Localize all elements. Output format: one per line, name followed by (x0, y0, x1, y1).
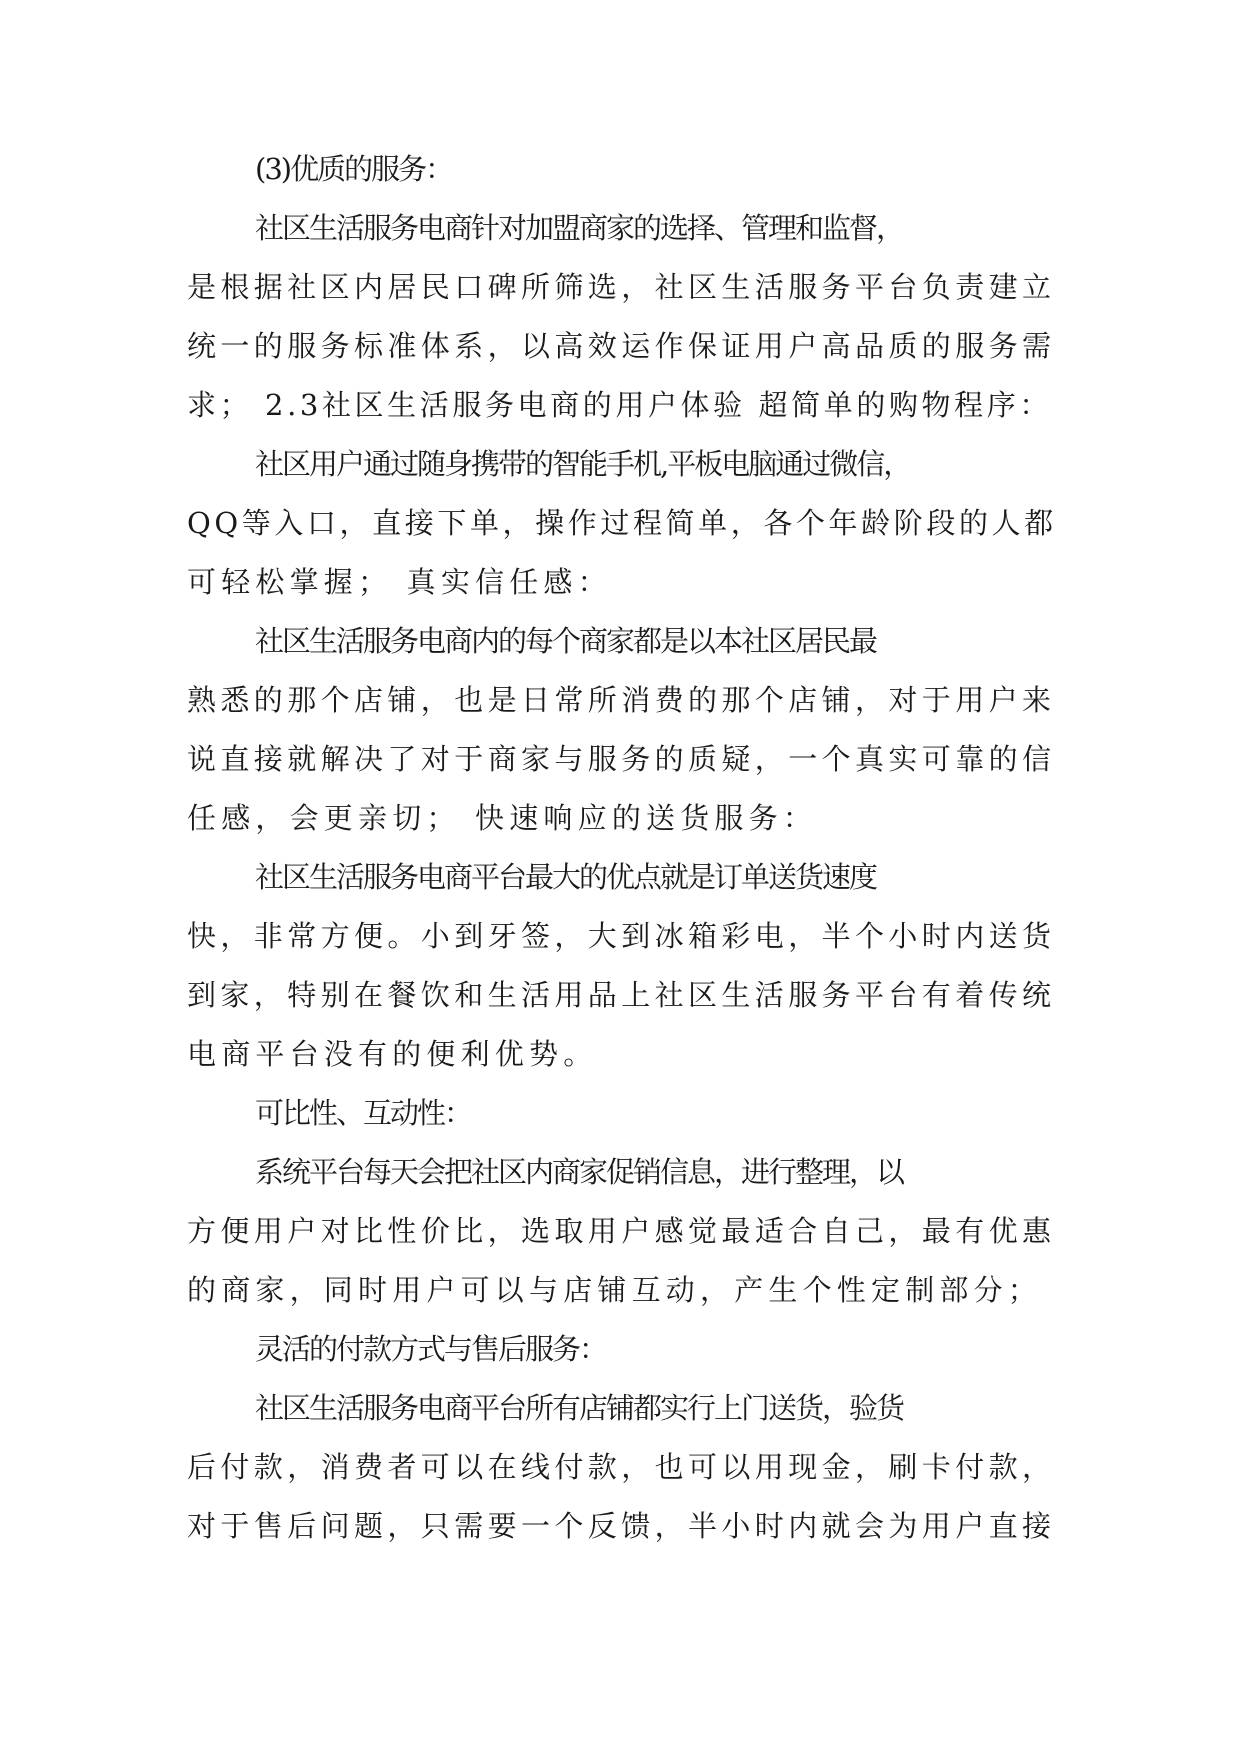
paragraph-line: 电商平台没有的便利优势。 (187, 1037, 598, 1071)
heading-payment-aftersales: 灵活的付款方式与售后服务： (255, 1332, 607, 1366)
paragraph-line: 社区生活服务电商平台最大的优点就是订单送货速度 (255, 860, 877, 894)
paragraph-line: 的商家，同时用户可以与店铺互动，产生个性定制部分； (187, 1273, 1043, 1307)
paragraph-line: 社区用户通过随身携带的智能手机,平板电脑通过微信， (255, 447, 911, 481)
paragraph-line: 到家，特别在餐饮和生活用品上社区生活服务平台有着传统 (187, 978, 1056, 1012)
paragraph-line: 说直接就解决了对于商家与服务的质疑，一个真实可靠的信 (187, 742, 1056, 776)
paragraph-line: 快，非常方便。小到牙签，大到冰箱彩电，半个小时内送货 (187, 919, 1056, 953)
paragraph-line: 后付款，消费者可以在线付款，也可以用现金，刷卡付款， (187, 1450, 1056, 1484)
heading-comparability: 可比性、互动性： (255, 1096, 472, 1130)
paragraph-line: QQ等入口，直接下单，操作过程简单，各个年龄阶段的人都 (187, 506, 1057, 540)
paragraph-line: 系统平台每天会把社区内商家促销信息，进行整理，以 (255, 1155, 904, 1189)
heading-quality-service: (3)优质的服务： (255, 152, 453, 186)
paragraph-line: 是根据社区内居民口碑所筛选，社区生活服务平台负责建立 (187, 270, 1056, 304)
paragraph-line: 对于售后问题，只需要一个反馈，半小时内就会为用户直接 (187, 1509, 1056, 1543)
paragraph-line: 任感，会更亲切； 快速响应的送货服务： (187, 801, 818, 835)
paragraph-line: 熟悉的那个店铺，也是日常所消费的那个店铺，对于用户来 (187, 683, 1056, 717)
paragraph-line: 可轻松掌握； 真实信任感： (187, 565, 612, 599)
paragraph-line: 社区生活服务电商平台所有店铺都实行上门送货，验货 (255, 1391, 904, 1425)
paragraph-line: 求； 2.3社区生活服务电商的用户体验 超简单的购物程序： (187, 388, 1052, 422)
paragraph-line: 方便用户对比性价比，选取用户感觉最适合自己，最有优惠 (187, 1214, 1056, 1248)
paragraph-line: 统一的服务标准体系，以高效运作保证用户高品质的服务需 (187, 329, 1056, 363)
paragraph-line: 社区生活服务电商针对加盟商家的选择、管理和监督， (255, 211, 904, 245)
paragraph-line: 社区生活服务电商内的每个商家都是以本社区居民最 (255, 624, 877, 658)
